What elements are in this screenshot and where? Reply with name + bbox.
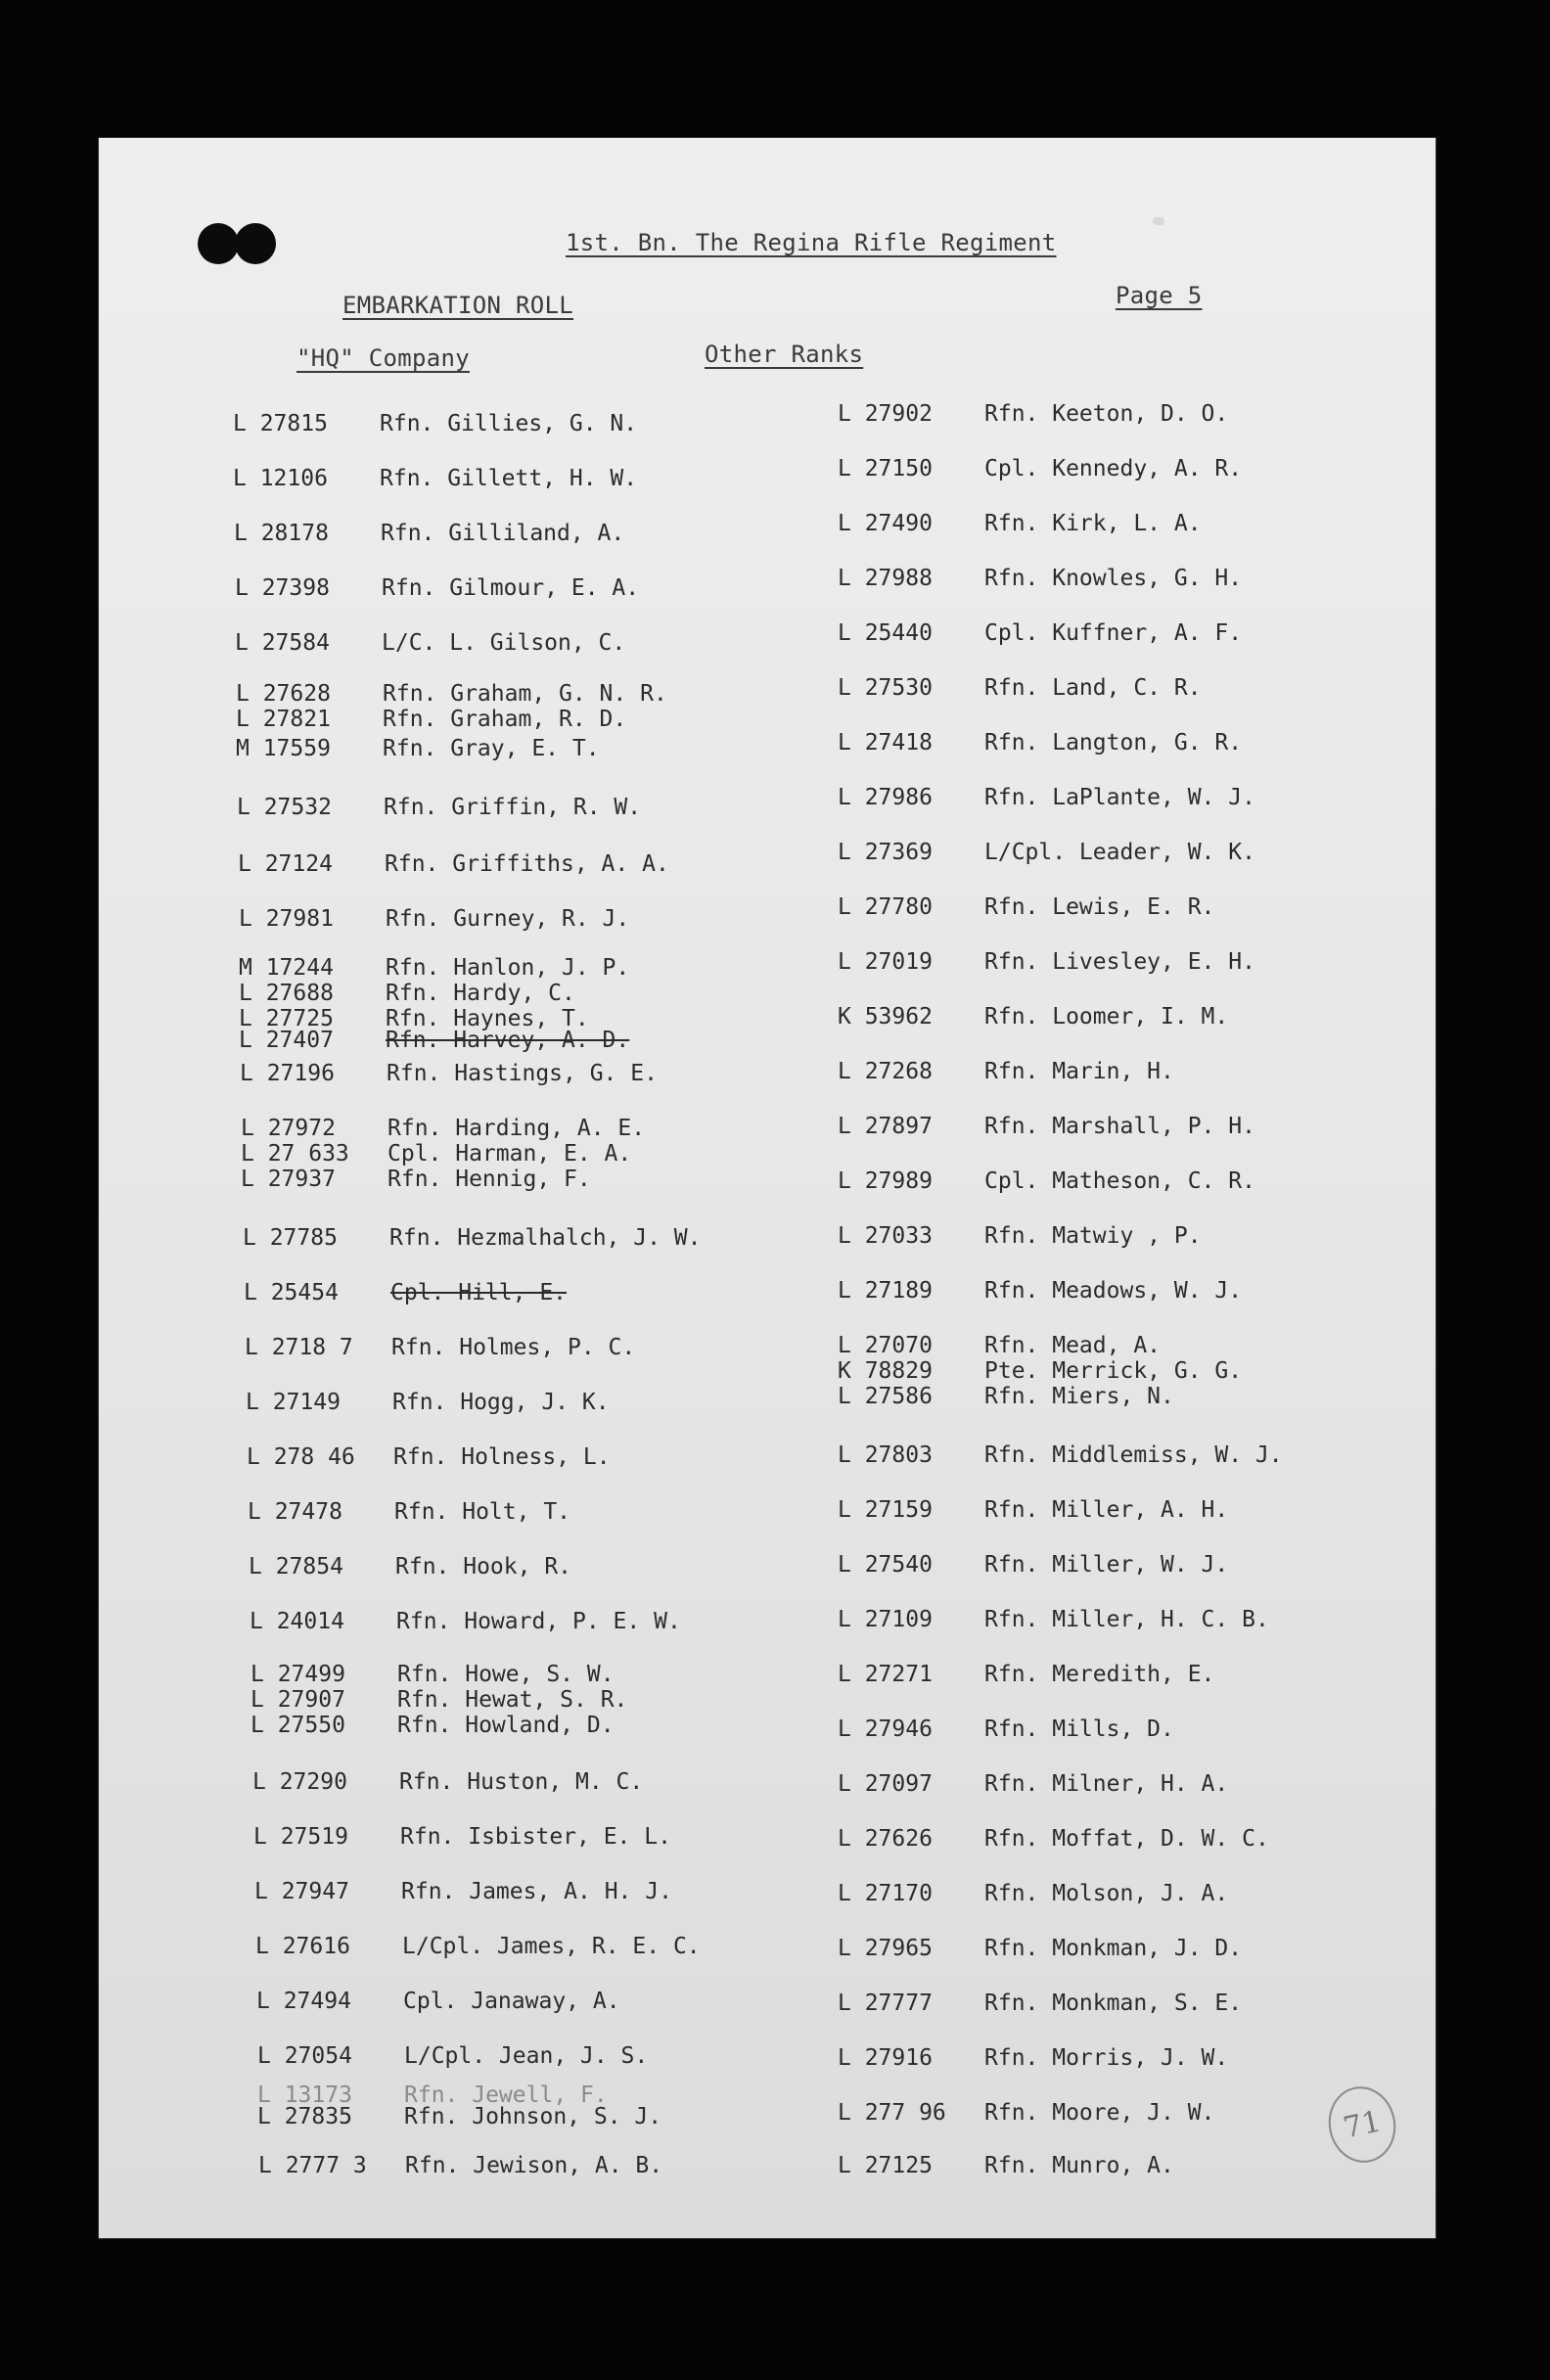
service-number: L 27785 xyxy=(243,1225,338,1251)
service-number: L 27947 xyxy=(254,1879,349,1904)
punch-hole xyxy=(235,223,276,264)
service-number: L 27097 xyxy=(838,1771,933,1797)
service-number: L 24014 xyxy=(250,1609,344,1634)
roll-entry xyxy=(838,1497,1228,1523)
soldier-name: Rfn. Hastings, G. E. xyxy=(387,1061,658,1086)
soldier-name: Rfn. Isbister, E. L. xyxy=(400,1824,671,1850)
service-number: L 27988 xyxy=(838,566,933,591)
soldier-name: Rfn. Knowles, G. H. xyxy=(984,566,1243,591)
soldier-name: Rfn. Morris, J. W. xyxy=(984,2045,1229,2071)
soldier-name: Rfn. Miers, N. xyxy=(984,1384,1174,1409)
roll-entry xyxy=(236,707,626,732)
roll-entry-struck xyxy=(244,1280,567,1305)
soldier-name: Rfn. Lewis, E. R. xyxy=(984,894,1215,920)
roll-entry xyxy=(233,411,637,436)
soldier-name: Rfn. Holt, T. xyxy=(394,1499,571,1525)
service-number: L 25440 xyxy=(838,620,933,646)
roll-entry xyxy=(838,620,1242,646)
service-number: L 27530 xyxy=(838,675,933,701)
roll-entry xyxy=(838,1384,1174,1409)
soldier-name: Cpl. Kennedy, A. R. xyxy=(984,456,1243,481)
roll-entry xyxy=(240,1061,658,1086)
roll-entry xyxy=(239,955,629,981)
section-heading: Other Ranks xyxy=(705,341,864,368)
service-number: L 27780 xyxy=(838,894,933,920)
roll-entry xyxy=(241,1167,591,1192)
soldier-name: Rfn. Johnson, S. J. xyxy=(404,2104,662,2129)
roll-entry xyxy=(838,1358,1242,1384)
soldier-name: Rfn. Miller, W. J. xyxy=(984,1552,1229,1578)
service-number: L 27109 xyxy=(838,1607,933,1632)
soldier-name: Rfn. Moffat, D. W. C. xyxy=(984,1826,1269,1852)
roll-entry xyxy=(251,1687,627,1713)
service-number: L 27972 xyxy=(241,1116,336,1141)
soldier-name: Rfn. Monkman, J. D. xyxy=(984,1936,1243,1961)
soldier-name: Rfn. Molson, J. A. xyxy=(984,1881,1229,1906)
roll-entry xyxy=(257,2043,648,2069)
soldier-name: Rfn. Gillies, G. N. xyxy=(380,411,638,436)
soldier-name: Rfn. Jewell, F. xyxy=(404,2082,608,2108)
margin-annotation: 71 xyxy=(1322,2081,1403,2169)
service-number: L 27550 xyxy=(251,1713,345,1738)
soldier-name: Rfn. Jewison, A. B. xyxy=(405,2153,663,2178)
roll-entry xyxy=(838,1114,1255,1139)
service-number: L 27149 xyxy=(246,1390,341,1415)
soldier-name: Rfn. Hewat, S. R. xyxy=(397,1687,628,1713)
soldier-name: Rfn. Miller, H. C. B. xyxy=(984,1607,1269,1632)
roll-entry xyxy=(239,906,629,932)
roll-entry xyxy=(838,1278,1242,1304)
soldier-name: Rfn. Gilliland, A. xyxy=(381,521,625,546)
roll-entry xyxy=(250,1609,681,1634)
service-number: L 27628 xyxy=(236,681,331,707)
roll-entry xyxy=(243,1225,702,1251)
soldier-name: Cpl. Hill, E. xyxy=(390,1280,568,1305)
service-number: L 27125 xyxy=(838,2153,933,2178)
soldier-name: Rfn. Land, C. R. xyxy=(984,675,1202,701)
roll-entry xyxy=(234,521,624,546)
soldier-name: Rfn. Graham, G. N. R. xyxy=(383,681,667,707)
service-number: L 27902 xyxy=(838,401,933,427)
soldier-name: Rfn. Huston, M. C. xyxy=(399,1769,644,1795)
roll-entry xyxy=(256,1989,620,2014)
soldier-name: Cpl. Matheson, C. R. xyxy=(984,1168,1255,1194)
soldier-name: Rfn. Matwiy , P. xyxy=(984,1223,1202,1249)
roll-entry xyxy=(236,681,667,707)
roll-entry xyxy=(258,2153,662,2178)
roll-entry xyxy=(233,466,637,491)
service-number: L 27019 xyxy=(838,949,933,975)
soldier-name: Rfn. Griffiths, A. A. xyxy=(385,851,669,877)
soldier-name: L/C. L. Gilson, C. xyxy=(382,630,626,656)
roll-entry xyxy=(251,1713,615,1738)
soldier-name: Rfn. Mead, A. xyxy=(984,1333,1162,1358)
roll-entry xyxy=(838,1716,1174,1742)
soldier-name: Rfn. Gray, E. T. xyxy=(383,736,600,761)
service-number: K 53962 xyxy=(838,1004,933,1030)
soldier-name: Cpl. Kuffner, A. F. xyxy=(984,620,1243,646)
service-number: L 27189 xyxy=(838,1278,933,1304)
roll-entry xyxy=(838,894,1214,920)
service-number: L 27540 xyxy=(838,1552,933,1578)
soldier-name: Cpl. Harman, E. A. xyxy=(388,1141,632,1167)
roll-entry xyxy=(838,1223,1202,1249)
service-number: L 2718 7 xyxy=(245,1335,353,1360)
punch-hole xyxy=(198,223,239,264)
service-number: L 27124 xyxy=(238,851,333,877)
roll-entry xyxy=(251,1662,615,1687)
service-number: L 27688 xyxy=(239,981,334,1006)
soldier-name: Rfn. Griffin, R. W. xyxy=(384,795,642,820)
soldier-name: Rfn. Kirk, L. A. xyxy=(984,511,1202,536)
service-number: L 27268 xyxy=(838,1059,933,1084)
service-number: L 27418 xyxy=(838,730,933,755)
service-number: L 27196 xyxy=(240,1061,335,1086)
soldier-name: Pte. Merrick, G. G. xyxy=(984,1358,1243,1384)
soldier-name: Rfn. Langton, G. R. xyxy=(984,730,1243,755)
roll-entry xyxy=(257,2104,661,2129)
soldier-name: Rfn. Harvey, A. D. xyxy=(386,1028,630,1053)
service-number: L 27986 xyxy=(838,785,933,810)
roll-entry xyxy=(838,2100,1214,2126)
soldier-name: Rfn. Harding, A. E. xyxy=(388,1116,646,1141)
soldier-name: Rfn. Howard, P. E. W. xyxy=(396,1609,681,1634)
roll-entry xyxy=(838,1552,1228,1578)
roll-entry xyxy=(838,566,1242,591)
service-number: L 27519 xyxy=(253,1824,348,1850)
soldier-name: Rfn. Gillett, H. W. xyxy=(380,466,638,491)
roll-entry xyxy=(241,1116,645,1141)
soldier-name: L/Cpl. Jean, J. S. xyxy=(404,2043,649,2069)
service-number: L 27777 xyxy=(838,1991,933,2016)
soldier-name: Rfn. Hogg, J. K. xyxy=(392,1390,610,1415)
soldier-name: Rfn. Miller, A. H. xyxy=(984,1497,1229,1523)
soldier-name: Rfn. Mills, D. xyxy=(984,1716,1174,1742)
roll-entry xyxy=(838,840,1255,865)
service-number: L 277 96 xyxy=(838,2100,946,2126)
roll-entry xyxy=(838,1004,1228,1030)
roll-entry xyxy=(838,401,1228,427)
service-number: L 278 46 xyxy=(247,1444,355,1470)
service-number: L 27290 xyxy=(252,1769,347,1795)
roll-entry xyxy=(236,736,600,761)
soldier-name: Rfn. Holmes, P. C. xyxy=(391,1335,636,1360)
roll-entry xyxy=(235,630,625,656)
soldier-name: Rfn. Marin, H. xyxy=(984,1059,1174,1084)
soldier-name: Rfn. Haynes, T. xyxy=(386,1006,589,1031)
service-number: L 27965 xyxy=(838,1936,933,1961)
roll-entry xyxy=(238,851,669,877)
roll-entry xyxy=(838,1771,1228,1797)
service-number: L 27803 xyxy=(838,1442,933,1468)
service-number: L 27494 xyxy=(256,1989,351,2014)
roll-entry xyxy=(255,1934,701,1959)
roll-entry xyxy=(246,1390,610,1415)
soldier-name: Rfn. Graham, R. D. xyxy=(383,707,627,732)
roll-entry xyxy=(838,2153,1174,2178)
soldier-name: Rfn. Howe, S. W. xyxy=(397,1662,615,1687)
service-number: L 27033 xyxy=(838,1223,933,1249)
soldier-name: Rfn. Gurney, R. J. xyxy=(386,906,630,932)
service-number: L 27369 xyxy=(838,840,933,865)
soldier-name: Rfn. Middlemiss, W. J. xyxy=(984,1442,1283,1468)
roll-document xyxy=(98,137,1436,2239)
service-number: L 27159 xyxy=(838,1497,933,1523)
service-number: L 2777 3 xyxy=(258,2153,367,2178)
roll-entry xyxy=(838,1991,1242,2016)
soldier-name: Rfn. Hennig, F. xyxy=(388,1167,591,1192)
service-number: L 27150 xyxy=(838,456,933,481)
service-number: L 27478 xyxy=(248,1499,342,1525)
roll-entry xyxy=(838,1607,1269,1632)
service-number: L 27499 xyxy=(251,1662,345,1687)
roll-entry xyxy=(838,1059,1174,1084)
roll-entry xyxy=(253,1824,671,1850)
roll-entry xyxy=(838,949,1255,975)
service-number: L 27946 xyxy=(838,1716,933,1742)
soldier-name: Rfn. Livesley, E. H. xyxy=(984,949,1255,975)
roll-entry xyxy=(249,1554,571,1579)
soldier-name: Cpl. Janaway, A. xyxy=(403,1989,620,2014)
service-number: M 17244 xyxy=(239,955,334,981)
company-heading: "HQ" Company xyxy=(296,344,470,372)
service-number: L 27989 xyxy=(838,1168,933,1194)
roll-entry xyxy=(239,981,575,1006)
service-number: L 27532 xyxy=(237,795,332,820)
service-number: L 27271 xyxy=(838,1662,933,1687)
roll-entry xyxy=(838,675,1202,701)
service-number: L 12106 xyxy=(233,466,328,491)
roll-entry xyxy=(245,1335,635,1360)
service-number: L 27584 xyxy=(235,630,330,656)
soldier-name: Rfn. Hanlon, J. P. xyxy=(386,955,630,981)
service-number: L 27725 xyxy=(239,1006,334,1031)
soldier-name: Rfn. Meredith, E. xyxy=(984,1662,1215,1687)
service-number: L 27398 xyxy=(235,575,330,601)
soldier-name: Rfn. Holness, L. xyxy=(393,1444,611,1470)
roll-entry xyxy=(235,575,639,601)
soldier-name: Rfn. Hook, R. xyxy=(395,1554,572,1579)
service-number: L 27054 xyxy=(257,2043,352,2069)
service-number: L 25454 xyxy=(244,1280,339,1305)
soldier-name: Rfn. Meadows, W. J. xyxy=(984,1278,1243,1304)
service-number: L 27490 xyxy=(838,511,933,536)
soldier-name: Rfn. Marshall, P. H. xyxy=(984,1114,1255,1139)
soldier-name: Rfn. Loomer, I. M. xyxy=(984,1004,1229,1030)
service-number: L 27981 xyxy=(239,906,334,932)
roll-entry xyxy=(838,511,1202,536)
service-number: L 27070 xyxy=(838,1333,933,1358)
service-number: K 78829 xyxy=(838,1358,933,1384)
service-number: L 27626 xyxy=(838,1826,933,1852)
service-number: L 27916 xyxy=(838,2045,933,2071)
roll-entry xyxy=(838,1442,1283,1468)
punch-holes xyxy=(198,223,286,266)
soldier-name: Rfn. Gilmour, E. A. xyxy=(382,575,640,601)
soldier-name: Rfn. LaPlante, W. J. xyxy=(984,785,1255,810)
soldier-name: Rfn. Hezmalhalch, J. W. xyxy=(389,1225,702,1251)
service-number: L 27170 xyxy=(838,1881,933,1906)
soldier-name: Rfn. Hardy, C. xyxy=(386,981,575,1006)
roll-entry xyxy=(247,1444,611,1470)
roll-entry xyxy=(838,785,1255,810)
service-number: L 27835 xyxy=(257,2104,352,2129)
battalion-title: 1st. Bn. The Regina Rifle Regiment xyxy=(566,229,1057,256)
roll-entry xyxy=(248,1499,570,1525)
soldier-name: Rfn. Moore, J. W. xyxy=(984,2100,1215,2126)
soldier-name: Rfn. Milner, H. A. xyxy=(984,1771,1229,1797)
service-number: L 27937 xyxy=(241,1167,336,1192)
service-number: L 27821 xyxy=(236,707,331,732)
roll-entry xyxy=(838,1662,1214,1687)
soldier-name: Rfn. Howland, D. xyxy=(397,1713,615,1738)
roll-entry xyxy=(838,1333,1161,1358)
speck xyxy=(1153,217,1164,225)
roll-entry-struck xyxy=(239,1028,629,1053)
roll-entry xyxy=(838,1168,1255,1194)
roll-entry xyxy=(838,1881,1228,1906)
soldier-name: Rfn. Monkman, S. E. xyxy=(984,1991,1243,2016)
service-number: L 27897 xyxy=(838,1114,933,1139)
roll-entry xyxy=(838,2045,1228,2071)
service-number: L 27 633 xyxy=(241,1141,349,1167)
roll-entry xyxy=(241,1141,631,1167)
service-number: L 27907 xyxy=(251,1687,345,1713)
soldier-name: Rfn. Munro, A. xyxy=(984,2153,1174,2178)
roll-entry xyxy=(838,456,1242,481)
soldier-name: Rfn. James, A. H. J. xyxy=(401,1879,672,1904)
roll-entry xyxy=(254,1879,672,1904)
soldier-name: L/Cpl. Leader, W. K. xyxy=(984,840,1255,865)
service-number: L 27407 xyxy=(239,1028,334,1053)
roll-entry xyxy=(237,795,641,820)
service-number: L 27815 xyxy=(233,411,328,436)
roll-entry xyxy=(252,1769,643,1795)
soldier-name: L/Cpl. James, R. E. C. xyxy=(402,1934,701,1959)
service-number: L 27616 xyxy=(255,1934,350,1959)
roll-entry xyxy=(838,1826,1269,1852)
service-number: L 13173 xyxy=(257,2082,352,2108)
roll-title: EMBARKATION ROLL xyxy=(342,292,573,319)
roll-entry xyxy=(838,730,1242,755)
service-number: M 17559 xyxy=(236,736,331,761)
soldier-name: Rfn. Keeton, D. O. xyxy=(984,401,1229,427)
service-number: L 27854 xyxy=(249,1554,343,1579)
service-number: L 27586 xyxy=(838,1384,933,1409)
roll-entry xyxy=(838,1936,1242,1961)
page-number: Page 5 xyxy=(1116,282,1203,309)
service-number: L 28178 xyxy=(234,521,329,546)
